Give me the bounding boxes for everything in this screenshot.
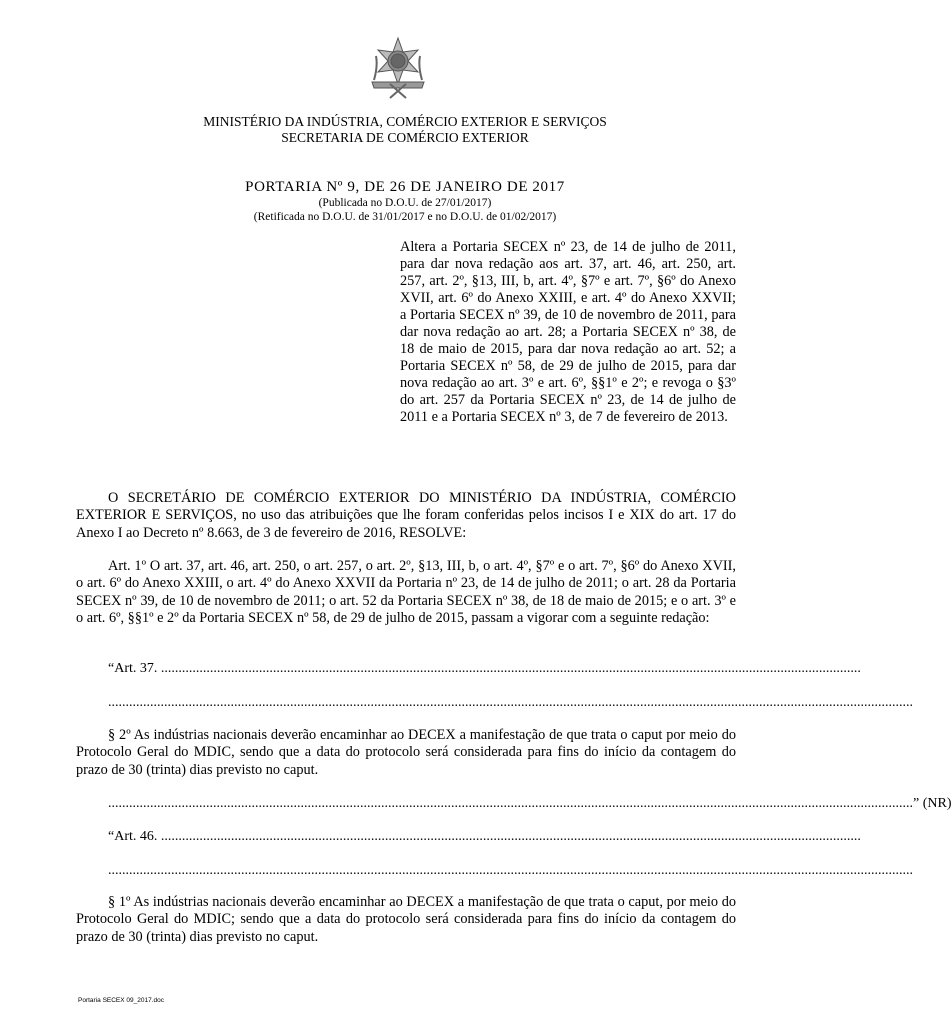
secretariat-name: SECRETARIA DE COMÉRCIO EXTERIOR — [281, 130, 529, 145]
art-37-paragraph-2: § 2º As indústrias nacionais deverão encaminhar ao DECEX a manifestação de que trata o caput por meio do Protocolo Geral do MDIC, sendo que a data do protocolo será considerada para fins do início da contagem do prazo de 30 (trinta) dias previsto no caput. — [76, 727, 736, 778]
art-46-opening-line: “Art. 46. ........................................................................................................................................................................................................ — [108, 829, 861, 844]
document-title: PORTARIA Nº 9, DE 26 DE JANEIRO DE 2017 — [245, 179, 565, 195]
nr-mark: ” (NR) — [913, 796, 952, 811]
omission-dots-line: ...................................................................................................................................................................................................................................... — [108, 863, 913, 878]
nr-closing-line: ...................................................................................................................................................................................................................................... ” (NR) — [108, 796, 952, 811]
publication-note: (Publicada no D.O.U. de 27/01/2017) — [318, 197, 492, 209]
footer-filename: Portaria SECEX 09_2017.doc — [78, 997, 164, 1004]
omission-dots-line: ...................................................................................................................................................................................................................................... — [108, 695, 913, 710]
title-block — [0, 178, 810, 224]
art-37-opening-line: “Art. 37. ........................................................................................................................................................................................................ — [108, 661, 861, 676]
brazil-coat-of-arms-emblem — [368, 36, 428, 102]
ementa-summary: Altera a Portaria SECEX nº 23, de 14 de julho de 2011, para dar nova redação aos art. 37, art. 46, art. 250, art. 257, art. 2º, §13, III, b, art. 4º, §7º e art. 7º, §6º do Anexo XVII, art. 6º do Anexo XXIII, e art. 4º do Anexo XXVII; a Portaria SECEX nº 39, de 10 de novembro de 2011, para dar nova redação ao art. 28; a Portaria SECEX nº 38, de 18 de maio de 2015, para dar nova redação ao art. 52; a Portaria SECEX nº 58, de 29 de julho de 2015, para dar nova redação ao art. 3º e art. 6º, §§1º e 2º; e revoga o §3º do art. 257 da Portaria SECEX nº 23, de 14 de julho de 2011 e a Portaria SECEX nº 3, de 7 de fevereiro de 2013. — [400, 239, 736, 425]
preamble-paragraph: O SECRETÁRIO DE COMÉRCIO EXTERIOR DO MINISTÉRIO DA INDÚSTRIA, COMÉRCIO EXTERIOR E SERVIÇOS, no uso das atribuições que lhe foram conferidas pelos incisos I e XIX do art. 17 do Anexo I ao Decreto nº 8.663, de 3 de fevereiro de 2016, RESOLVE: — [76, 490, 736, 541]
ministry-name: MINISTÉRIO DA INDÚSTRIA, COMÉRCIO EXTERIOR E SERVIÇOS — [203, 114, 607, 129]
document-header — [0, 114, 810, 146]
rectification-note: (Retificada no D.O.U. de 31/01/2017 e no D.O.U. de 01/02/2017) — [253, 211, 557, 223]
art-46-label: “Art. 46. — [108, 829, 161, 844]
article-1-paragraph: Art. 1º O art. 37, art. 46, art. 250, o art. 257, o art. 2º, §13, III, b, o art. 4º, §7º e o art. 7º, §6º do Anexo XVII, o art. 6º do Anexo XXIII, o art. 4º do Anexo XXVII da Portaria nº 23, de 14 de julho de 2011; o art. 28 da Portaria SECEX nº 39, de 10 de novembro de 2011; o art. 52 da Portaria SECEX nº 38, de 18 de maio de 2015; e o art. 3º e o art. 6º, §§1º e 2º da Portaria SECEX nº 58, de 29 de julho de 2015, passam a vigorar com a seguinte redação: — [76, 558, 736, 626]
art-37-label: “Art. 37. — [108, 661, 161, 676]
art-46-paragraph-1: § 1º As indústrias nacionais deverão encaminhar ao DECEX a manifestação de que trata o caput, por meio do Protocolo Geral do MDIC; sendo que a data do protocolo será considerada para fins do início da contagem do prazo de 30 (trinta) dias previsto no caput. — [76, 894, 736, 945]
